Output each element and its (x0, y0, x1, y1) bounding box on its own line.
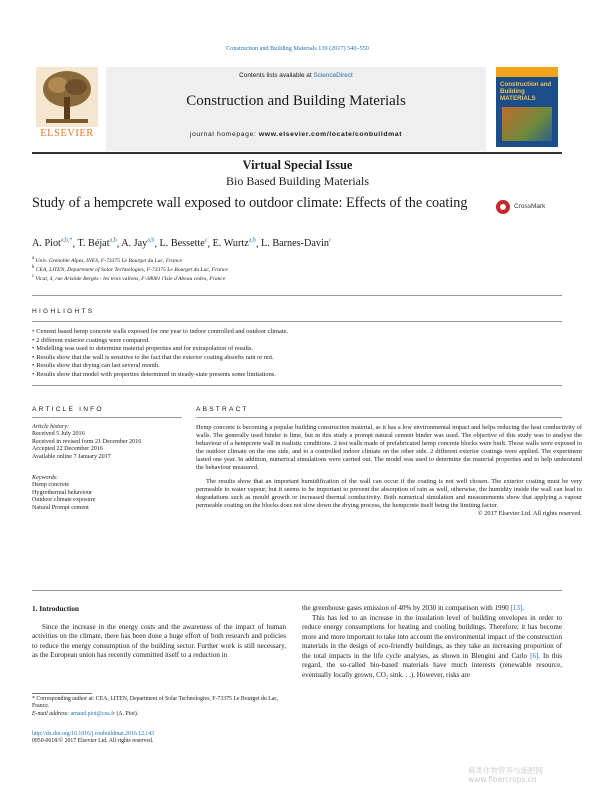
doi-block (32, 731, 292, 745)
homepage-prefix: journal homepage: (189, 131, 259, 138)
highlight-item: • Modelling was used to determine material properties and for extrapolation of results. (32, 345, 562, 354)
email-link[interactable]: arnaud.piot@cea.fr (70, 710, 116, 717)
citation-link[interactable]: [13] (510, 604, 523, 612)
history-entry: Accepted 22 December 2016 (32, 446, 103, 453)
affiliation: $^b$ CEA, LITEN, Department of Solar Technologies, F-73375 Le Bourget du Lac, France (32, 265, 228, 273)
author[interactable]: E. Wurtz$^{a,b}$ (212, 238, 256, 250)
homepage-url[interactable]: www.elsevier.com/locate/conbuildmat (258, 131, 403, 138)
cover-title: Construction and Building MATERIALS (500, 81, 552, 102)
contents-line (106, 72, 486, 79)
article-info-panel (32, 424, 182, 512)
author[interactable]: L. Bessette$^c$ (159, 238, 208, 250)
section-heading: 1. Introduction (32, 604, 79, 613)
divider (32, 321, 562, 322)
highlight-item: • Cement based hemp concrete walls exposed for one year to indoor controlled and outdoor climate. (32, 328, 562, 337)
journal-cover-image[interactable] (496, 67, 558, 147)
journal-title: Construction and Building Materials (186, 93, 406, 109)
history-entry: Received 5 July 2016 (32, 431, 85, 438)
keyword: Natural Prompt cement (32, 504, 89, 511)
body-paragraph: Since the increase in the energy costs and the awareness of the impact of human activities on the climate, there has been done a huge effort of both research and policies to reduce the energy consumption of the building sector. Further work is still necessary, as the European union has recently committed itself to a reduction in (32, 622, 286, 659)
body-paragraph: This has led to an increase in the insulation level of building envelopes in order to reduce energy consumptions for heating and cooling buildings. Therefore, it has become more and more important to take into account the environmental impact of the construction materials in the design of eco-friendly buildings, as they take an increasing proportion of the total impacts in the life cycle analyses, as shown in Blengini and Carlo [6]. In this regard, the so-called bio-based materials have much interests (renewable resource, eventually locally grown, CO₂ sink. . .). However, risks are (302, 613, 562, 679)
cover-photo (502, 107, 552, 141)
divider (32, 590, 562, 591)
abstract-paragraph: Hemp concrete is becoming a popular building construction material, as it has a low environmental impact and helps reducing the heat conductivity of walls. The generally used binder is lime, but in this study a prompt natural cement binder was used. The objective of this study was to analyse the behaviour of a hempcrete wall in realistic conditions. 2 test walls made of prefabricated hemp concrete blocks were built. Those walls were exposed to the outdoor climate on the one side, and to a controlled indoor climate on the other side. 2 different exterior coatings were applied. The experiment lasted one year. In addition, numerical simulations were carried out. The model was used to determine the material properties and to help understand the behaviour measured. (196, 424, 582, 471)
header-divider (32, 152, 562, 154)
crossmark-icon (496, 200, 510, 214)
affiliation: $^c$ Vicat, 4, rue Aristide Bergès - les trois vallons, F-38081 l'Isle d'Abeau cedex, France (32, 274, 226, 282)
body-paragraph: the greenhouse gases emission of 40% by 2030 in comparison with 1990 [13]. (302, 604, 525, 612)
rights-line: 0950-0618/© 2017 Elsevier Ltd. All rights reserved. (32, 738, 154, 745)
history-label: Article history: (32, 424, 70, 430)
keyword: Hemp concrete (32, 482, 70, 489)
highlights-list (32, 328, 562, 380)
crossmark-label: CrossMark (514, 203, 546, 210)
article-info-heading: ARTICLE INFO (32, 406, 104, 413)
keywords-label: Keywords: (32, 475, 59, 482)
abstract-body (196, 424, 582, 517)
contents-prefix: Contents lists available at (239, 72, 314, 79)
divider (196, 417, 562, 418)
journal-homepage (106, 131, 486, 138)
author[interactable]: T. Béjat$^{a,b}$ (77, 238, 117, 250)
watermark: 麻类作物营养与施肥网 www.fibercrops.cn (468, 766, 543, 784)
highlight-item: • 2 different exterior coatings were compared. (32, 337, 562, 346)
keyword: Hygrothermal behaviour (32, 489, 93, 496)
body-column-left (32, 604, 286, 661)
affiliation: $^a$ Univ. Grenoble Alpes, INES, F-73375 Le Bourget du Lac, France (32, 256, 182, 264)
cover-band (496, 67, 558, 77)
divider (32, 385, 562, 386)
article-title: Study of a hempcrete wall exposed to outdoor climate: Effects of the coating (32, 195, 468, 211)
special-issue-title: Virtual Special Issue (242, 158, 353, 172)
history-entry: Available online 7 January 2017 (32, 453, 111, 460)
tree-icon (36, 67, 98, 127)
keyword: Outdoor climate exposure (32, 497, 96, 504)
doi-link[interactable]: http://dx.doi.org/10.1016/j.conbuildmat.2016.12.143 (32, 731, 155, 737)
journal-reference-link[interactable]: Construction and Building Materials 139 (2017) 540–550 (226, 45, 369, 52)
footnote-divider (32, 693, 92, 694)
abstract-heading: ABSTRACT (196, 406, 249, 413)
crossmark-button[interactable] (496, 200, 566, 214)
divider (32, 295, 562, 296)
special-issue-subtitle: Bio Based Building Materials (226, 174, 369, 188)
body-column-right (302, 604, 562, 680)
author[interactable]: L. Barnes-Davin$^c$ (261, 238, 332, 250)
author[interactable]: A. Jay$^{a,b}$ (121, 238, 155, 250)
highlight-item: • Results show that drying can last several month. (32, 362, 562, 371)
copyright-notice: © 2017 Elsevier Ltd. All rights reserved. (477, 509, 582, 517)
author-list: A. Piot$^{a,b,*}$, T. Béjat$^{a,b}$, A. Jay$^{a,b}$, L. Bessette$^c$, E. Wurtz$^{a,b}$, L. Barnes-Davin$^c$ (32, 238, 332, 250)
highlights-heading: HIGHLIGHTS (32, 308, 95, 315)
author[interactable]: A. Piot$^{a,b,*}$ (32, 238, 73, 250)
history-entry: Received in revised form 21 December 2016 (32, 438, 142, 445)
publisher-name: ELSEVIER (40, 128, 94, 139)
abstract-paragraph: The results show that an important humidification of the wall can occur if the coating is not well chosen. The exterior coating must be very permeable to water vapour, but it seems to be important to prevent the absorption of rain as well, otherwise, the humidity inside the wall can lead to degradations such as mould growth or increased thermal conductivity. Both numerical simulation and measurements show that applying a vapour permeable coating on the blocks does not slow down the drying process, the hempcrete itself being the limiting factor. (196, 477, 582, 509)
highlight-item: • Results show that the wall is sensitive to the fact that the exterior coating absorbs rain or not. (32, 354, 562, 363)
journal-reference[interactable] (0, 45, 595, 52)
divider (32, 417, 182, 418)
email-label: E-mail address: (32, 710, 71, 717)
citation-link[interactable]: [6] (530, 651, 539, 660)
footnote: * Corresponding author at: CEA, LITEN, Department of Solar Technologies, F-73375 Le Bourget du Lac, France. E-mail address: arnaud.piot@cea.fr (A. Piot). (32, 696, 286, 718)
highlight-item: • Results show that model with properties determined in steady-state presents some limitations. (32, 371, 562, 380)
corresponding-author-note: * Corresponding author at: CEA, LITEN, Department of Solar Technologies, F-73375 Le Bourget du Lac, France. (32, 696, 279, 710)
sciencedirect-link[interactable]: ScienceDirect (313, 72, 353, 79)
